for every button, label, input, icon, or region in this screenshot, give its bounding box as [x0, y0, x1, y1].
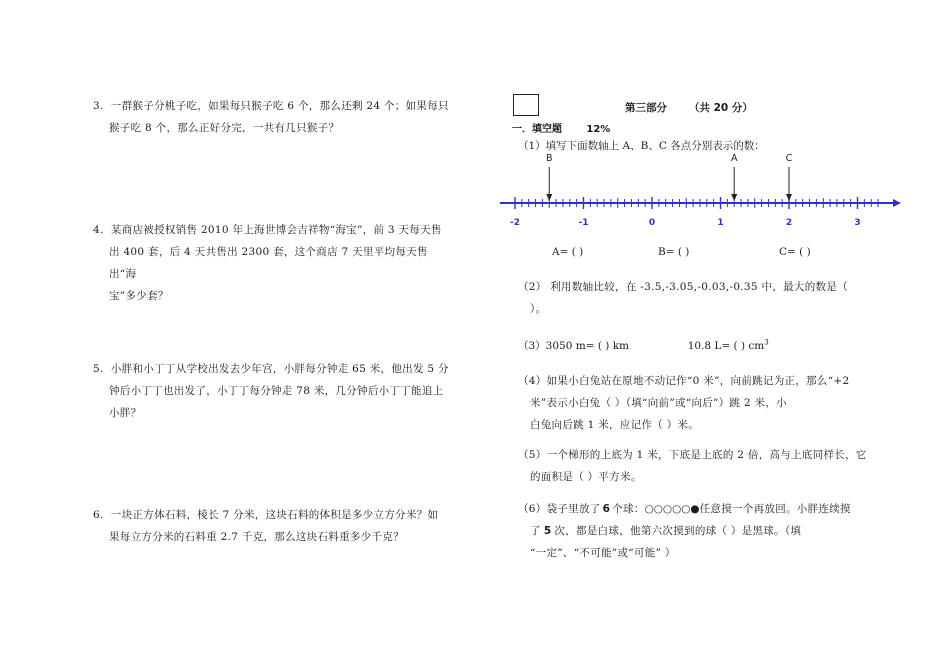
balls-icon: ○○○○○●: [644, 503, 700, 515]
part-title: 一．填空题: [512, 124, 562, 135]
question-text: 宝”多少套？: [109, 290, 169, 302]
question-text: 果每立方分米的石料重 2.7 千克，那么这块石料重多少千克？: [109, 531, 404, 543]
part-heading: [512, 120, 610, 135]
fill-question-3: [518, 338, 769, 353]
superscript: 3: [764, 338, 769, 347]
number-line: [495, 150, 905, 240]
answer-b: B= ( ): [658, 246, 690, 258]
question-number: 4.: [93, 224, 104, 236]
question-text: （2） 利用数轴比较，在 -3.5,-3.05,-0.03,-0.35 中，最大的数是（: [518, 281, 848, 293]
question-text: （4）如果小白兔站在原地不动记作“0 米”，向前跳记为正，那么“+2: [518, 375, 850, 387]
question-text: 10.8 L= ( ) cm: [687, 340, 765, 352]
tick-label: 2: [785, 218, 793, 228]
point-label: B: [545, 153, 553, 164]
question-text: 钟后小丁丁也出发了，小丁丁每分钟走 78 米，几分钟后小丁丁能追上: [109, 385, 444, 397]
point-arrow-icon: [786, 194, 792, 201]
point-arrow-icon: [731, 194, 737, 201]
fill-question-4: [518, 370, 868, 436]
point-label: C: [785, 153, 793, 164]
question-text: “一定”、“不可能”或“可能” ）: [530, 547, 676, 559]
point-arrow-icon: [546, 194, 552, 201]
question-text: 出 400 套，后 4 天共售出 2300 套，这个商店 7 天里平均每天售出“海: [109, 246, 428, 280]
tick-label: -2: [510, 218, 520, 228]
fill-question-5: [518, 444, 868, 488]
section-score: （共 20 分）: [688, 102, 753, 114]
question-5: [93, 358, 453, 424]
question-4: [93, 219, 453, 307]
answer-a: A= ( ): [552, 246, 584, 258]
tick-label: -1: [578, 218, 589, 228]
part-score: 12%: [586, 124, 611, 135]
question-text: 一群猴子分桃子吃，如果每只猴子吃 6 个，那么还剩 24 个；如果每只: [110, 100, 449, 112]
section-title-text: 第三部分: [625, 102, 667, 114]
question-text: 小胖？: [109, 407, 142, 419]
question-text: （5）一个梯形的上底为 1 米，下底是上底的 2 倍，高与上底同样长，它: [518, 449, 867, 461]
question-text: （6）袋子里放了: [518, 503, 601, 515]
point-label: A: [730, 153, 738, 164]
fill-question-6: [518, 498, 873, 564]
question-3: [93, 95, 453, 139]
tick-label: 0: [648, 218, 656, 228]
question-number: 3.: [93, 100, 104, 112]
draw-count: 5: [543, 525, 552, 537]
question-number: 5.: [93, 363, 104, 375]
question-text: 某商店被授权销售 2010 年上海世博会吉祥物“海宝”，前 3 天每天售: [110, 224, 442, 236]
question-text: ）。: [530, 303, 547, 315]
tick-label: 1: [717, 218, 724, 228]
question-text: 个球：: [612, 503, 645, 515]
answer-c: C= ( ): [779, 246, 811, 258]
question-text: 白兔向后跳 1 米，应记作（ ）米。: [530, 419, 700, 431]
question-6: [93, 504, 453, 548]
question-text: 小胖和小丁丁从学校出发去少年宫，小胖每分钟走 65 米，他出发 5 分: [110, 363, 449, 375]
question-text: 米”表示小白兔（ ）（填“向前”或“向后”）跳 2 米，小: [530, 397, 787, 409]
axis-arrow-icon: [893, 199, 901, 207]
question-text: 次，都是白球，他第六次摸到的球（ ）是黑球。（填: [554, 525, 802, 537]
fill-question-2: [518, 276, 868, 320]
question-text: 的面积是（ ）平方米。: [530, 471, 642, 483]
tick-label: 3: [854, 218, 861, 228]
fill-question-1: （1）填写下面数轴上 A、B、C 各点分别表示的数：: [518, 140, 765, 152]
score-box[interactable]: [513, 94, 539, 116]
question-number: 6.: [93, 509, 104, 521]
question-text: 猴子吃 8 个，那么正好分完，一共有几只猴子？: [109, 122, 340, 134]
question-text: 一块正方体石料，棱长 7 分米，这块石料的体积是多少立方分米？如: [110, 509, 439, 521]
section-title: [625, 100, 753, 115]
ball-count: 6: [602, 503, 611, 515]
question-text: （3）3050 m= ( ) km: [518, 340, 630, 352]
question-text: 任意摸一个再放回。小胖连续摸: [699, 503, 851, 515]
question-text: 了: [530, 525, 541, 537]
